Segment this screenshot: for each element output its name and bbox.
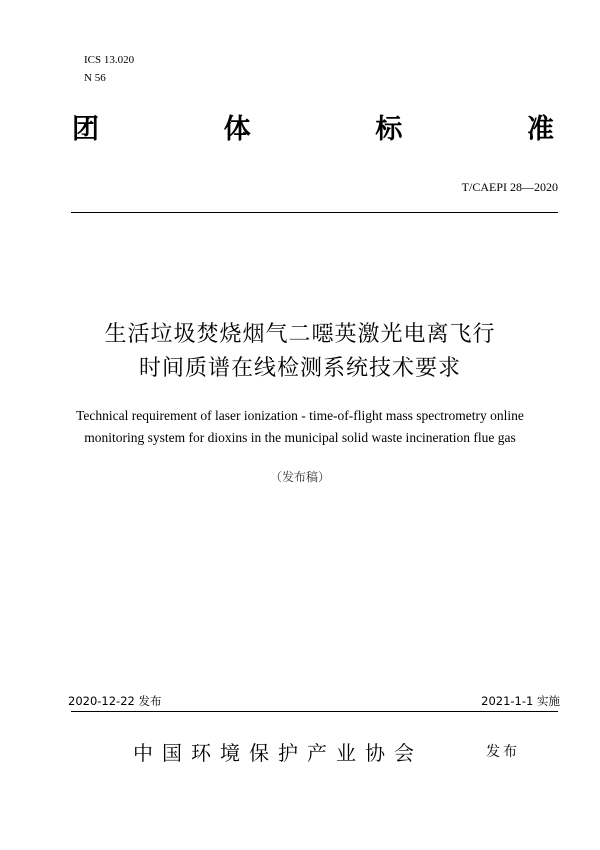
issuing-organization: 中国环境保护产业协会	[133, 741, 423, 765]
publication-date: 2020-12-22 发布	[68, 694, 162, 708]
issue-label: 发布	[486, 744, 520, 760]
standard-type-char: 团	[72, 114, 99, 145]
standard-type-char: 体	[223, 114, 251, 145]
draft-status-label: （发布稿）	[269, 470, 330, 484]
chinese-title	[0, 318, 600, 386]
chinese-title-line-1: 生活垃圾焚烧烟气二噁英激光电离飞行	[104, 322, 496, 347]
top-divider	[71, 212, 558, 213]
english-title-line-2: monitoring system for dioxins in the municipal solid waste incineration flue gas	[84, 430, 516, 445]
english-title-line-1: Technical requirement of laser ionization - time-of-flight mass spectrometry online	[76, 408, 524, 423]
english-title	[0, 405, 600, 449]
standard-type-char: 准	[526, 114, 554, 145]
chinese-title-line-2: 时间质谱在线检测系统技术要求	[138, 356, 461, 381]
standard-number: T/CAEPI 28—2020	[461, 180, 558, 194]
standard-type-heading	[72, 112, 554, 148]
ccs-code: N 56	[84, 72, 106, 84]
ics-code: ICS 13.020	[84, 54, 135, 66]
implementation-date: 2021-1-1 实施	[481, 694, 560, 708]
classification-codes	[84, 51, 134, 87]
bottom-divider	[71, 711, 558, 712]
standard-type-char: 标	[375, 114, 403, 145]
